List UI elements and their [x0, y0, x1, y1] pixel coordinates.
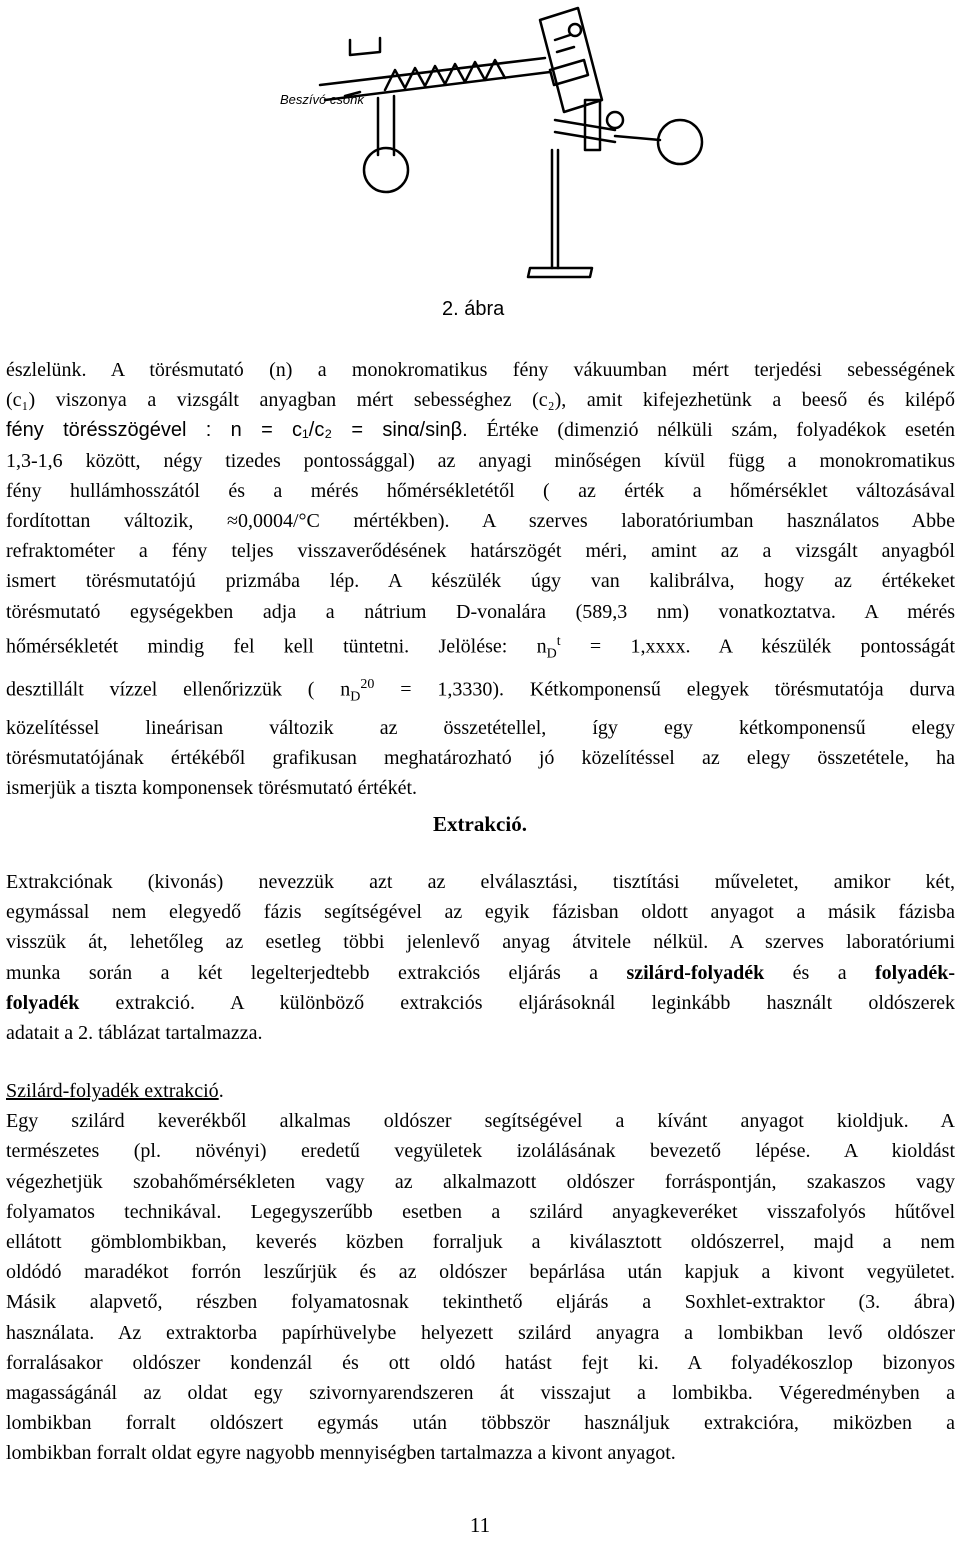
- text-line: forralásakor oldószer kondenzál és ott oldó hatást fejt ki. A folyadékoszlop bizonyos: [6, 1351, 955, 1374]
- bold-term: folyadék: [6, 991, 80, 1014]
- text-line: magasságánál az oldat egy szivornyarendszeren át visszajut a lombikba. Végeredményben a: [6, 1382, 955, 1405]
- text-segment: és a: [764, 961, 875, 984]
- text-line: közelítéssel lineárisan változik az összetétellel, így egy kétkomponensű elegy: [6, 716, 955, 739]
- text-line: Extrakciónak (kivonás) nevezzük azt az elválasztási, tisztítási műveletet, amikor két,: [6, 871, 955, 893]
- subscript: D: [546, 646, 557, 662]
- text-segment: = 1,xxxx. A készülék pontosságát: [560, 635, 955, 658]
- text-line: egymással nem elegyedő fázis segítségével az egyik fázisban oldott anyagot a másik fázisba: [6, 901, 955, 924]
- superscript: 20: [360, 676, 375, 692]
- paragraph-extraction: [6, 867, 955, 1048]
- subsection-title-text: Szilárd-folyadék extrakció: [6, 1080, 219, 1102]
- text-line: természetes (pl. növényi) eredetű vegyületek izolálásának bevezető lépése. A kioldást: [6, 1140, 955, 1163]
- text-line: 1,3-1,6 között, négy tizedes pontossággal) az anyagi minőségen kívül függ a monokromatikus: [6, 449, 955, 472]
- text-segment: .: [218, 1080, 224, 1102]
- paragraph-refractive-index: [6, 355, 955, 803]
- figure-caption: 2. ábra: [442, 298, 505, 320]
- text-line: refraktométer a fény teljes visszaverődésének határszögét méri, amint az a vizsgált anyagból: [6, 540, 955, 563]
- text-line: [6, 415, 955, 445]
- text-line: használata. Az extraktorba papírhüvelybe helyezett szilárd anyagra a lombikban levő oldószer: [6, 1321, 955, 1344]
- text-line: [6, 670, 955, 713]
- text-line: fordítottan változik, ≈0,0004/°C mértékben). A szerves laboratóriumban használatos Abbe: [6, 510, 955, 533]
- figure-label: Beszívó csonk: [280, 92, 364, 107]
- text-line: végezhetjük szobahőmérsékleten vagy az alkalmazott oldószer forráspontján, szakaszos vagy: [6, 1170, 955, 1193]
- text-line: törésmutató egységekben adja a nátrium D-vonalára (589,3 nm) vonatkoztatva. A mérés: [6, 600, 955, 623]
- text-line: (c₁) viszonya a vizsgált anyagban mért sebességhez (c₂), amit kifejezhetünk a beeső és kilépő: [6, 389, 955, 412]
- rotary-evaporator-figure: [200, 0, 720, 290]
- bold-term: folyadék-: [875, 961, 955, 984]
- text-line: lombikban forralt oldat egyre nagyobb mennyiségben tartalmazza a kivont anyagot.: [6, 1442, 676, 1465]
- subscript: D: [350, 689, 361, 705]
- subsection-title: [6, 1076, 955, 1106]
- text-line: [6, 958, 955, 988]
- text-segment: munka során a két legelterjedtebb extrakciós eljárás a: [6, 961, 627, 984]
- text-line: ellátott gömblombikban, keverés közben forraljuk a kiválasztott oldószerrel, majd a nem: [6, 1231, 955, 1254]
- text-segment: hőmérsékletét mindig fel kell tüntetni. Jelölése: n: [6, 635, 547, 658]
- subsection-solid-liquid: [6, 1076, 955, 1469]
- text-segment: = 1,3330). Kétkomponensű elegyek törésmutatója durva: [374, 678, 955, 701]
- superscript: t: [556, 633, 561, 649]
- bold-term: szilárd-folyadék: [626, 961, 765, 984]
- text-line: fény hullámhosszától és a mérés hőmérsékletétől ( az érték a hőmérséklet változásával: [6, 479, 955, 502]
- section-heading: Extrakció.: [433, 812, 527, 836]
- text-line: észlelünk. A törésmutató (n) a monokromatikus fény vákuumban mért terjedési sebességének: [6, 359, 955, 381]
- text-line: Másik alapvető, részben folyamatosnak tekinthető eljárás a Soxhlet-extraktor (3. ábra): [6, 1291, 955, 1314]
- text-line: ismert törésmutatójú prizmába lép. A készülék úgy van kalibrálva, hogy az értékeket: [6, 570, 955, 593]
- text-segment: Értéke (dimenzió nélküli szám, folyadékok esetén: [467, 419, 955, 442]
- text-line: Egy szilárd keverékből alkalmas oldószer segítségével a kívánt anyagot kioldjuk. A: [6, 1110, 955, 1133]
- text-line: folyamatos technikával. Legegyszerűbb esetben a szilárd anyagkeveréket visszafolyós hűtővel: [6, 1200, 955, 1223]
- text-line: oldódó maradékot forrón leszűrjük és az oldószer bepárlása után kapjuk a kivont vegyületet.: [6, 1261, 955, 1284]
- text-segment: desztillált vízzel ellenőrizzük ( n: [6, 678, 351, 701]
- formula-text: fény törésszögével : n = c₁/c₂ = sinα/sinβ.: [6, 419, 468, 442]
- text-line: ismerjük a tiszta komponensek törésmutató értékét.: [6, 776, 417, 799]
- text-line: adatait a 2. táblázat tartalmazza.: [6, 1022, 263, 1045]
- text-line: [6, 627, 955, 670]
- page-number: 11: [469, 1513, 491, 1537]
- text-line: törésmutatójának értékéből grafikusan meghatározható jó közelítéssel az elegy összetétele, ha: [6, 746, 955, 769]
- text-line: lombikban forralt oldószert egymás után többször használjuk extrakcióra, miközben a: [6, 1412, 955, 1435]
- text-line: visszük át, lehetőleg az esetleg többi jelenlevő anyag átvitele nélkül. A szerves laboratóriumi: [6, 931, 955, 954]
- text-line: [6, 988, 955, 1018]
- text-segment: extrakció. A különböző extrakciós eljárásoknál leginkább használt oldószerek: [79, 991, 955, 1014]
